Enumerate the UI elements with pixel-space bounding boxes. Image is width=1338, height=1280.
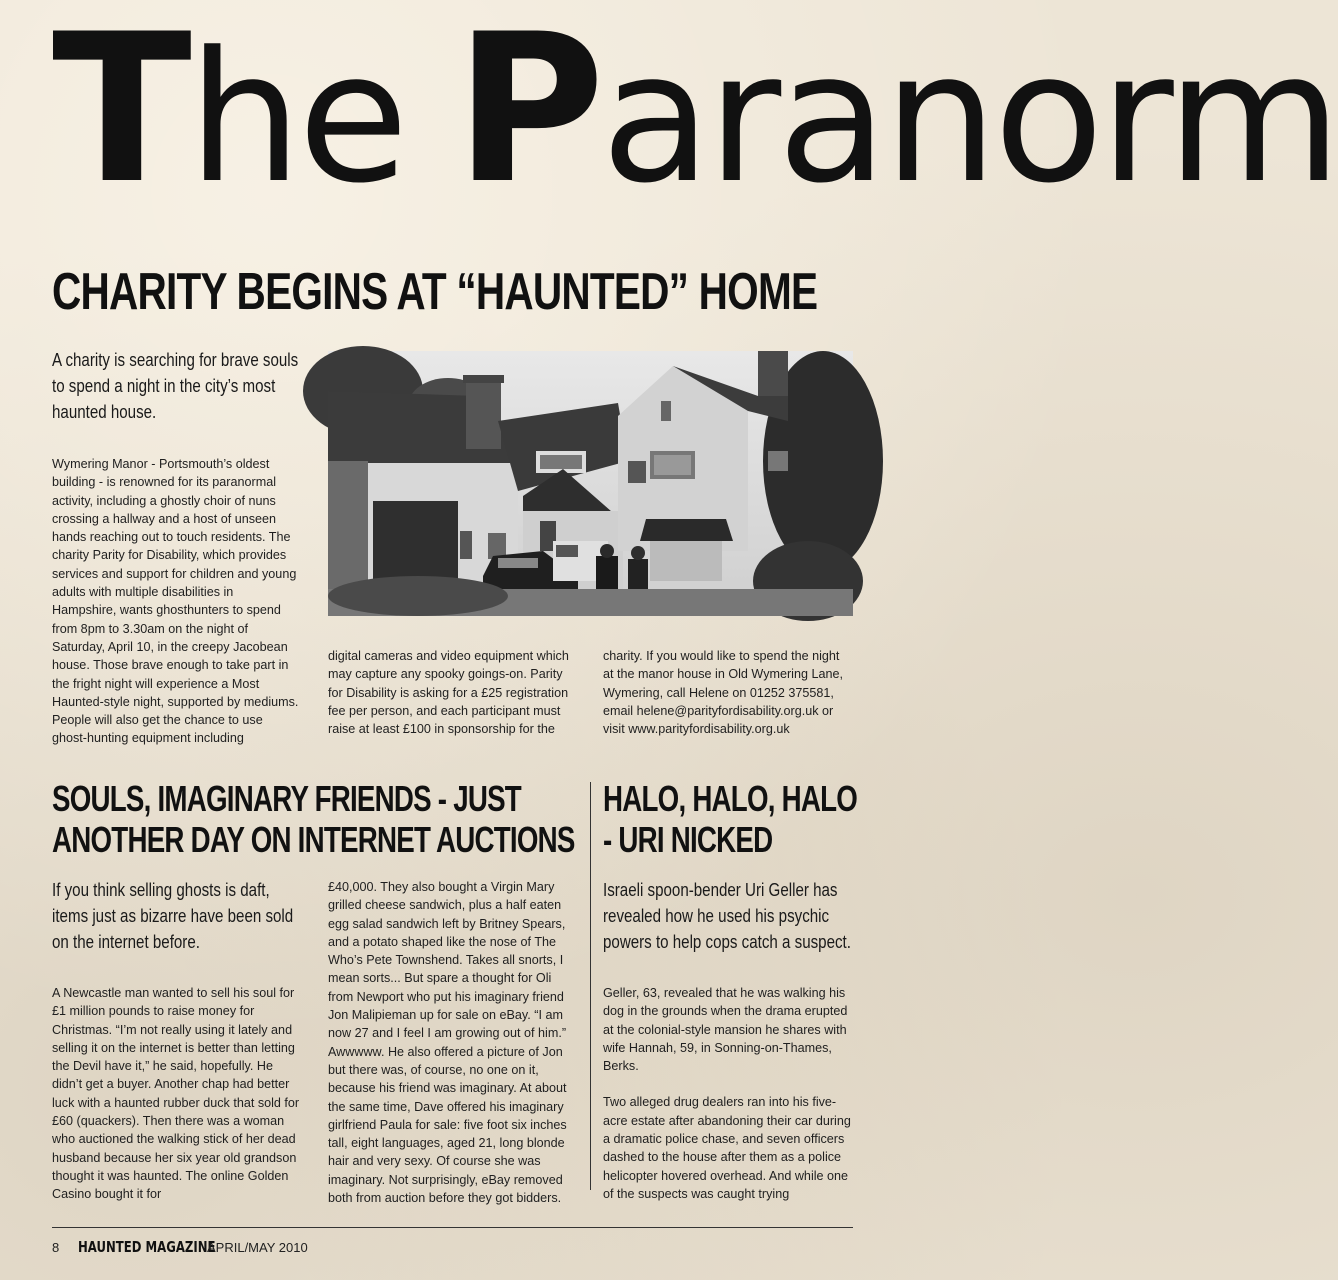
article-charity-col2: digital cameras and video equipment which may capture any spooky goings-on. Parity for Disability is asking for a £25 registration fee per person, and each participant must raise at least £100 in sponsorship for the <box>328 649 569 737</box>
article-charity-col1: Wymering Manor - Portsmouth’s oldest building - is renowned for its paranormal activity, including a ghostly choir of nuns crossing a hallway and a host of unseen hands reaching out to touch residents. The charity Parity for Disability, which provides services and support for children and young adults with multiple disabilities in Hampshire, wants ghosthunters to spend from 8pm to 3.30am on the night of Saturday, April 10, in the creepy Jacobean house. Those brave enough to take part in the fright night will experience a Most Haunted-style night, supported by mediums. People will also get the chance to use ghost-hunting equipment including <box>52 457 299 746</box>
magazine-logo: HAUNTED MAGAZINE <box>78 1238 216 1256</box>
article-auctions-col1: A Newcastle man wanted to sell his soul for £1 million pounds to raise money for Christmas. “I’m not really using it lately and selling it on the internet is better than letting the Devil have it,” he said, hopefully. He didn’t get a buyer. Another chap had better luck with a haunted rubber duck that sold for £60 (quackers). Then there was a woman who auctioned the walking stick of her dead husband because her six year old grandson thought it was haunted. The online Golden Casino bought it for <box>52 986 300 1202</box>
article-charity-headline: CHARITY BEGINS AT “HAUNTED” HOME <box>52 263 818 321</box>
article-charity-col3: charity. If you would like to spend the night at the manor house in Old Wymering Lane, Wymering, call Helene on 01252 375581, email helene@parityfordisability.org.uk or visit www.parityfordisability.org.uk <box>603 649 843 737</box>
article-geller-body: Geller, 63, revealed that he was walking his dog in the grounds when the drama erupted at the colonial-style mansion he shares with wife Hannah, 59, in Sonning-on-Thames, Berks. Two alleged drug dealers ran into his five-acre estate after abandoning their car during a dramatic police chase, and seven officers dashed to the house after them as a police helicopter hovered overhead. And while one of the suspects was caught trying <box>603 986 851 1201</box>
masthead-word-the: he <box>187 14 405 223</box>
article-geller-headline: HALO, HALO, HALO - URI NICKED <box>603 778 858 860</box>
masthead-cap-p: P <box>454 0 601 229</box>
issue-date: APRIL/MAY 2010 <box>207 1240 308 1255</box>
footer-rule <box>52 1227 853 1228</box>
article-auctions-standfirst: If you think selling ghosts is daft, items just as bizarre have been sold on the internet before. <box>52 880 294 952</box>
column-divider <box>590 782 591 1190</box>
article-auctions-col2: £40,000. They also bought a Virgin Mary grilled cheese sandwich, plus a half eaten egg salad sandwich left by Britney Spears, and a potato shaped like the nose of The Who’s Pete Townshend. Takes all snorts, I mean sorts... But spare a thought for Oli from Newport who put his imaginary friend Jon Malipieman up for sale on eBay. “I am now 27 and I feel I am growing out of him.” Awwwww. He also offered a picture of Jon but there was, of course, no one on it, because his friend was imaginary. At about the same time, Dave offered his imaginary girlfriend Paula for sale: five foot six inches tall, eight languages, aged 21, long blonde hair and very sexy. Of course she was imaginary. Not surprisingly, eBay removed both from auction before they got bidders. <box>328 880 567 1206</box>
article-geller-standfirst: Israeli spoon-bender Uri Geller has revealed how he used his psychic powers to help cops catch a suspect. <box>603 880 851 952</box>
masthead-cap-t: T <box>52 0 188 229</box>
article-auctions-headline: SOULS, IMAGINARY FRIENDS - JUST ANOTHER DAY ON INTERNET AUCTIONS <box>52 778 575 860</box>
masthead-title <box>52 0 1338 229</box>
masthead-word-paranormal: aranorm <box>600 14 1338 223</box>
page-number: 8 <box>52 1240 60 1255</box>
article-charity-standfirst: A charity is searching for brave souls to spend a night in the city’s most haunted house. <box>52 350 299 422</box>
manor-house-photo <box>328 351 853 616</box>
